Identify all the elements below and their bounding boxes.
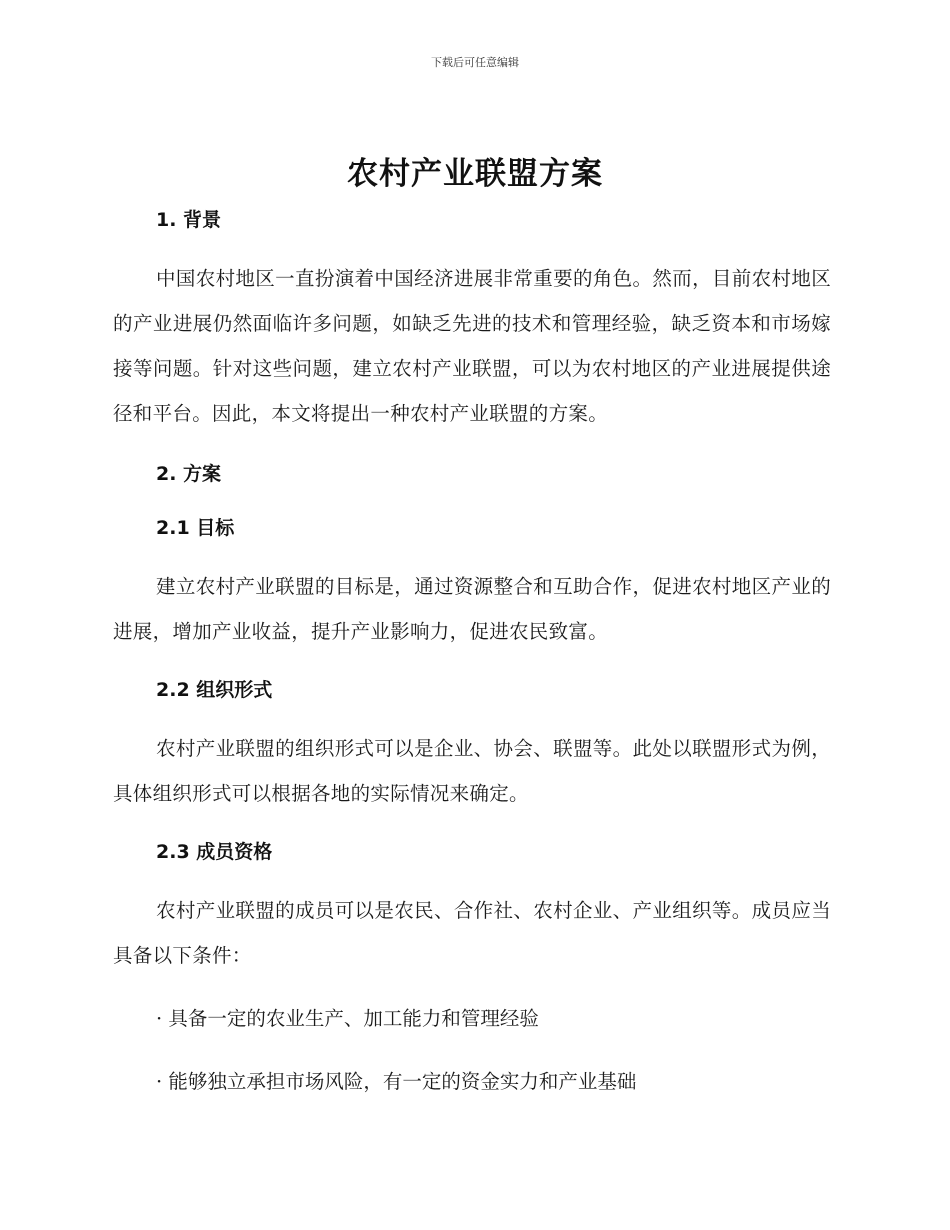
section-heading-plan: 2. 方案 (156, 463, 222, 485)
list-item: · 具备一定的农业生产、加工能力和管理经验 (156, 1007, 539, 1030)
paragraph-background: 中国农村地区一直扮演着中国经济进展非常重要的角色。然而，目前农村地区的产业进展仍然面临许多问题，如缺乏先进的技术和管理经验，缺乏资本和市场嫁接等问题。针对这些问题，建立农村产业联盟，可以为农村地区的产业进展提供途径和平台。因此，本文将提出一种农村产业联盟的方案。 (113, 267, 831, 425)
paragraph-goal: 建立农村产业联盟的目标是，通过资源整合和互助合作，促进农村地区产业的进展，增加产业收益，提升产业影响力，促进农民致富。 (113, 575, 831, 643)
document-body (113, 202, 831, 1104)
header-note: 下载后可任意编辑 (431, 56, 519, 69)
section-heading-background: 1. 背景 (156, 209, 222, 231)
section-heading-organization: 2.2 组织形式 (156, 679, 273, 701)
section-heading-goal: 2.1 目标 (156, 517, 235, 539)
section-heading-membership: 2.3 成员资格 (156, 841, 273, 863)
paragraph-membership: 农村产业联盟的成员可以是农民、合作社、农村企业、产业组织等。成员应当具备以下条件： (113, 899, 831, 967)
document-title: 农村产业联盟方案 (347, 156, 603, 192)
paragraph-organization: 农村产业联盟的组织形式可以是企业、协会、联盟等。此处以联盟形式为例，具体组织形式可以根据各地的实际情况来确定。 (113, 737, 831, 805)
list-item: · 能够独立承担市场风险，有一定的资金实力和产业基础 (156, 1070, 637, 1093)
